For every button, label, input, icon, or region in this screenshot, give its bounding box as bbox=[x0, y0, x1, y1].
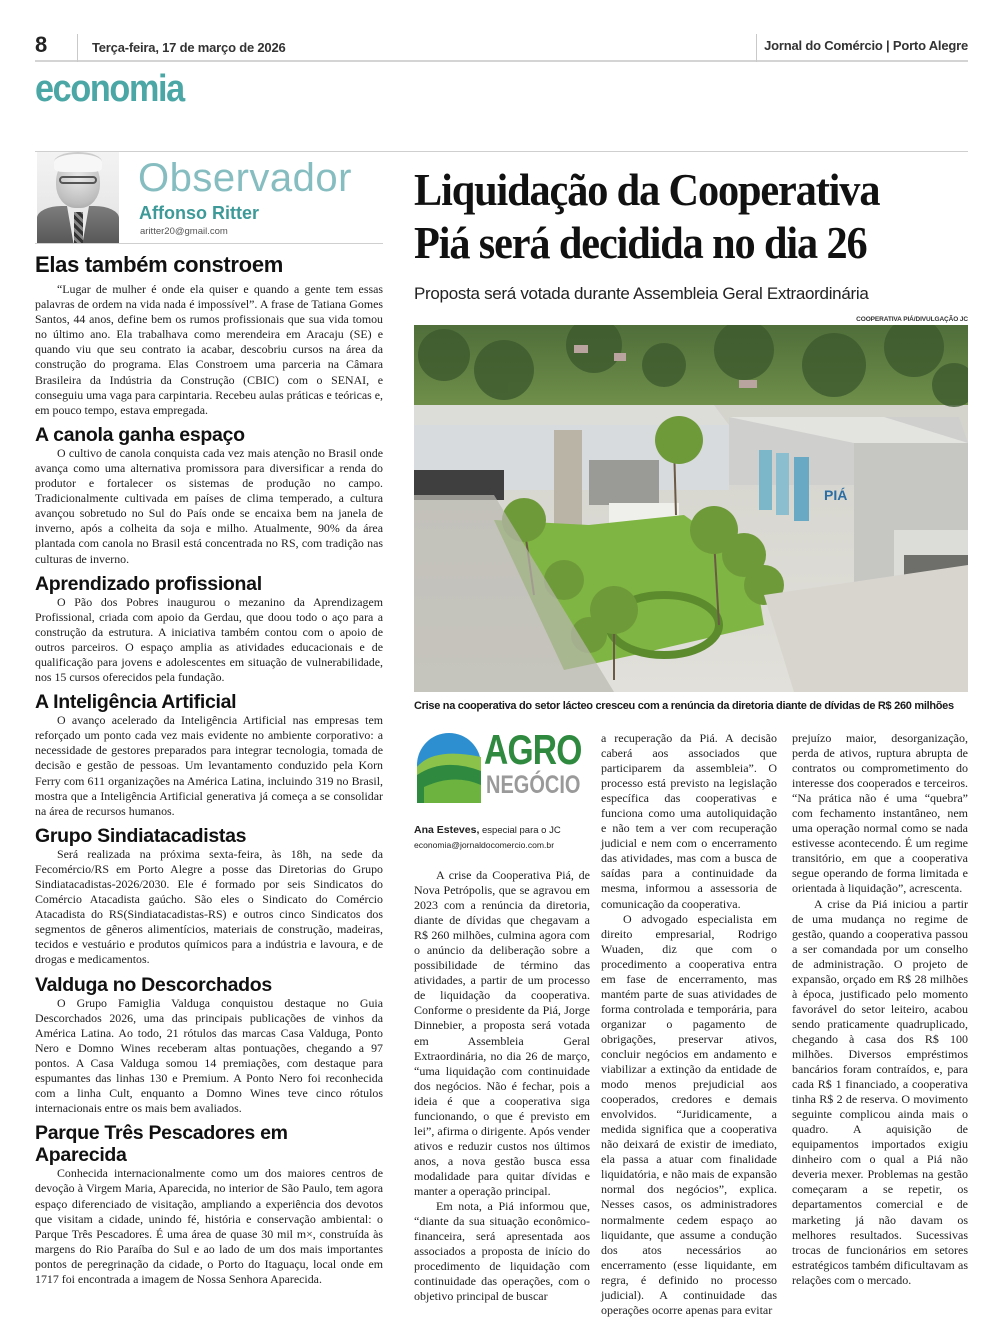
author-email[interactable]: economia@jornaldocomercio.com.br bbox=[414, 840, 555, 850]
photo-credit: COOPERATIVA PIÁ/DIVULGAÇÃO JC bbox=[856, 316, 968, 323]
item-body: O avanço acelerado da Inteligência Artificial nas empresas tem reforçado um ponto cada vez mais evidente no ambiente corporativo: a necessidade de gestores preparados para integrar tecnologia, tomada de decisão e gestão de pessoas. Um levantamento conduzido pela Korn Ferry com 611 organizações na América Latina, incluindo 319 no Brasil, mostra que a Inteligência Artificial generativa já começa a se consolidar na área de recursos humanos. bbox=[35, 713, 383, 818]
page-header bbox=[35, 28, 968, 62]
column-item bbox=[35, 573, 383, 686]
article-column-3 bbox=[792, 731, 968, 1288]
column-item bbox=[35, 1122, 383, 1287]
column-title: Observador bbox=[138, 156, 352, 200]
item-body: O Pão dos Pobres inaugurou o mezanino da Aprendizagem Profissional, criada com apoio da Gerdau, que doou todo o aço para a construção da estrutura. A iniciativa também contou com o apoio de outros parceiros. O espaço amplia as atividades educacionais e de qualificação para jovens e adolescentes em situação de vulnerabilidade, nos 15 cursos oferecidos pela fundação. bbox=[35, 594, 383, 685]
column-item bbox=[35, 974, 383, 1117]
article-photo bbox=[414, 325, 968, 692]
header-divider bbox=[756, 34, 757, 62]
item-heading: Grupo Sindiatacadistas bbox=[35, 824, 247, 847]
column-item bbox=[35, 825, 383, 968]
article-paragraph: Em nota, a Piá informou que, “diante da sua situação econômico-financeira, será apresentada aos associados a proposta de início do procedimento de liquidação com continuidade das operações, com o objetivo principal de buscar bbox=[414, 1199, 590, 1304]
item-body: O cultivo de canola conquista cada vez mais atenção no Brasil onde avança como uma alternativa promissora para diversificar a renda do produtor e fortalecer os sistemas de produção no campo. Tradicionalmente cultivada em países de clima temperado, a cultura avançou sobretudo no Sul do País onde se encaixa bem na janela de inverno, após a colheita da soja e milho. Atualmente, 90% da área plantada com canola no Brasil está concentrada no RS, com tradição nas culturas de inverno. bbox=[35, 445, 383, 566]
column-item bbox=[35, 424, 383, 567]
article-paragraph: prejuízo maior, desorganização, perda de ativos, ruptura abrupta de contratos ou comprometimento do interesse dos cooperados e terceiros. “Na prática não é uma “quebra” com fechamento instantâneo, nem uma operação normal como se nada estivesse acontecendo. É um regime transitório, em que a cooperativa segue operando de forma limitada e orientada à liquidação”, acrescenta. bbox=[792, 731, 968, 896]
column-author-email[interactable]: aritter20@gmail.com bbox=[140, 226, 228, 237]
column-item bbox=[35, 252, 383, 418]
article-paragraph: O advogado especialista em direito empresarial, Rodrigo Wuaden, diz que com o procedimento a cooperativa entra em fase de encerramento, mas mantém parte de suas atividades de forma controlada e temporária, para organizar o pagamento de obrigações, preservar ativos, concluir negócios em andamento e viabilizar a extinção da entidade de modo menos prejudicial aos cooperados, credores e demais envolvidos. “Juridicamente, a medida significa que a cooperativa não deixará de existir de imediato, ela passa a atuar com finalidade liquidatória, e não mais de expansão normal dos negócios”, explica. Nesses casos, os administradores normalmente cedem espaço ao liquidante, que assume a condução dos atos necessários ao encerramento (esse liquidante, em regra, é definido no processo judicial). A continuidade das operações ocorre apenas para evitar bbox=[601, 911, 777, 1317]
article-headline: Liquidação da Cooperativa Piá será decidida no dia 26 bbox=[414, 165, 880, 268]
agro-wordmark: AGRO bbox=[484, 726, 582, 773]
item-heading: Aprendizado profissional bbox=[35, 572, 262, 595]
author-name: Ana Esteves, bbox=[414, 824, 480, 836]
article-paragraph: A crise da Piá iniciou a partir de uma mudança no regime de gestão, quando a cooperativa passou a ser comandada por um conselho de administração. O projeto de expansão, orçado em R$ 28 milhões à época, justificado pelo momento favorável do setor leiteiro, acabou sendo praticamente quadruplicado, chegando à casa dos R$ 100 milhões. Diversos empréstimos bancários foram contraídos, e, para cada R$ 1 financiado, a cooperativa tinha R$ 2 de reserva. O movimento seguinte complicou ainda mais o quadro. A aquisição de equipamentos importados exigiu dinheiro com o qual a Piá não deveria mexer. Problemas na gestão começaram a se repetir, os departamentos comercial e de marketing já não davam os melhores resultados. Sucessivas trocas de funcionários em setores estratégicos também dificultavam as relações com o mercado. bbox=[792, 896, 968, 1287]
agronegocio-logo-icon bbox=[414, 727, 484, 803]
item-body: O Grupo Famiglia Valduga conquistou destaque no Guia Descorchados 2026, uma das principais publicações de vinhos da América Latina. Ao todo, 21 rótulos das marcas Casa Valduga, Ponto Nero e Domno Wines receberam altas pontuações, chegando a 97 pontos. A Casa Valduga somou 14 premiações, com destaque para espumantes das linhas 130 e Premium. A Ponto Nero foi reconhecida com a linha Cult, enquanto a Domno Wines teve cinco rótulos internacionais entre os mais bem avaliados. bbox=[35, 995, 383, 1116]
item-heading: A canola ganha espaço bbox=[35, 423, 245, 446]
article-paragraph: A crise da Cooperativa Piá, de Nova Petrópolis, que se agravou em 2023 com a renúncia da diretoria, diante de dívidas que chegavam a R$ 260 milhões, culmina agora com o anúncio da deliberação sobre a possibilidade de término das atividades, a partir de um processo de liquidação da cooperativa. Conforme o presidente da Piá, Jorge Dinnebier, a proposta será votada em Assembleia Geral Extraordinária, no dia 26 de março, “uma liquidação com continuidade dos negócios. Não é fechar, pois a ideia é que a cooperativa siga funcionando, o que é previsto em lei”, afirma o dirigente. Após vender ativos e reduzir custos nos últimos anos, a nova gestão busca essa modalidade para quitar dívidas e manter a operação principal. bbox=[414, 868, 590, 1198]
item-body: “Lugar de mulher é onde ela quiser e quando a gente tem essas palavras de ordem na vida nada é impossível”. A frase de Tatiana Gomes Santos, 44 anos, define bem os rumos profissionais que sua vida tomou no último ano. Ela trabalhava como merendeira em Aracaju (SE) e quando viu que seu contrato ia acabar, descobriu cursos na área da construção do programa. Elas Constroem uma parceria na Câmara Brasileira da Indústria da Construção (CBIC) com o SENAI, e conseguiu uma vaga para carpintaria. Recebeu aulas práticas e teóricas e, em pouco tempo, estava empregada. bbox=[35, 282, 383, 417]
page-number: 8 bbox=[35, 32, 48, 57]
header-divider bbox=[77, 34, 78, 62]
publication-name: Jornal do Comércio | Porto Alegre bbox=[764, 38, 968, 53]
article-column-2 bbox=[601, 731, 777, 1318]
article-column-1 bbox=[414, 868, 590, 1304]
observador-column bbox=[35, 152, 383, 1287]
column-header bbox=[35, 152, 383, 244]
negocio-wordmark: NEGÓCIO bbox=[486, 771, 581, 799]
item-body: Será realizada na próxima sexta-feira, às 18h, na sede da Fecomércio/RS em Porto Alegre a posse das Diretorias do Grupo Sindiatacadistas-2026/2030. Ele é formado por seis Sindicatos do Comércio Atacadista gaúcho. São eles o Sindicato do Comércio Atacadista do RS(Sindiatacadistas-RS) e outros cinco Sindicatos dos segmentos de gêneros alimentícios, materiais de construção, madeiras, tecidos e vestuário e produtos químicos para a indústria e lavoura, e de drogas e medicamentos. bbox=[35, 846, 383, 967]
item-body: Conhecida internacionalmente como um dos maiores centros de devoção à Virgem Maria, Aparecida, no interior de São Paulo, tem agora espaço diferenciado de visitação, ampliando a experiência dos devotos que visitam a cidade, unindo fé, história e conservação ambiental: o Parque Três Pescadores. É uma área de quase 30 mil m×, construída às margens do Rio Paraíba do Sul e ao lado de um dos mais importantes pontos de peregrinação da cidade, o Porto do Itaguaçu, local onde em 1717 foi encontrada a imagem de Nossa Senhora Aparecida. bbox=[35, 1166, 383, 1286]
photo-caption: Crise na cooperativa do setor lácteo cresceu com a renúncia da diretoria diante de dívidas de R$ 260 milhões bbox=[414, 700, 954, 712]
edition-date: Terça-feira, 17 de março de 2026 bbox=[92, 40, 286, 55]
item-heading: A Inteligência Artificial bbox=[35, 691, 237, 714]
article-byline bbox=[414, 824, 561, 836]
column-author: Affonso Ritter bbox=[139, 203, 259, 223]
article-paragraph: a recuperação da Piá. A decisão caberá aos associados que participarem da assembleia”. O processo está previsto na legislação específica das cooperativas e funciona como uma autoliquidação e não tem a ver com recuperação judicial e nem com o encerramento das atividades, mas com a busca de saídas para a continuidade da mesma, informou a assessoria de comunicação da cooperativa. bbox=[601, 731, 777, 911]
item-heading: Elas também constroem bbox=[35, 252, 284, 277]
factory-aerial-image bbox=[414, 325, 968, 692]
column-item bbox=[35, 691, 383, 819]
author-role: especial para o JC bbox=[479, 825, 561, 836]
article-subheadline: Proposta será votada durante Assembleia Geral Extraordinária bbox=[414, 284, 869, 303]
section-title: economia bbox=[35, 68, 184, 110]
item-heading: Parque Três Pescadores em Aparecida bbox=[35, 1122, 288, 1167]
author-portrait bbox=[37, 152, 119, 243]
item-heading: Valduga no Descorchados bbox=[35, 973, 272, 996]
svg-text:PIÁ: PIÁ bbox=[824, 487, 848, 503]
